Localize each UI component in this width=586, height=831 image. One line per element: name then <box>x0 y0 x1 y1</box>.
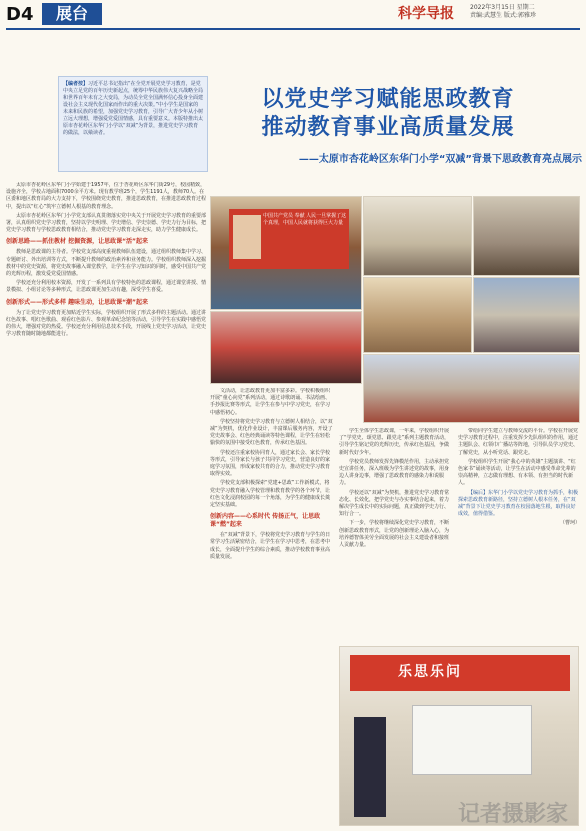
headline-line2: 推动教育事业高质量发展 <box>261 115 515 140</box>
paragraph: 学校还以“双减”为契机，推进党史学习教育常态化、长效化，把学党史与办实事结合起来，着力解决学生成长中的实际问题，真正做到学史力行、知行合一。 <box>339 489 450 518</box>
paragraph: 学校党员教师发挥先锋模范作用，主动承担党史宣讲任务，深入班级为学生讲述党的故事，用身边人讲身边事，增强了思政教育的感染力和说服力。 <box>339 458 450 487</box>
photo-stage-performance <box>210 311 362 384</box>
paragraph: 学校党支部积极探索“党建+思政”工作新模式，将党史学习教育融入学校管理和教育教学的各个环节，让红色文化浸润校园的每一个角落，为学生的健康成长奠定坚实基础。 <box>210 480 331 509</box>
editor-afterword: 【编后】东华门小学以党史学习教育为抓手，积极探索思政教育新路径，坚持立德树人根本任务，在“双减”背景下让党史学习教育在校园落地生根，取得良好成效，值得借鉴。 <box>458 489 579 518</box>
section-heading: 创新形式——形式多样 趣味生动，让思政课“潮”起来 <box>6 298 148 306</box>
paragraph: 太原市杏花岭区东华门小学始建于1957年，位于杏花岭区东华门街29号，校园精致，设施齐全，学校占地面积7000余平方米。现有教学班25个，学生1191人，教师70人。在区委和地区教育局的大力支持下，学校围绕党史教育，推进思政教育，在推进思政教育过程中，提出以“红心”筑牢立德树人根基的教育理念。 <box>6 182 206 210</box>
paragraph: 学生全体学生思政课，一年来，学校组织开展了“学党史、颂党恩、跟党走”系列主题教育活动，引导学生铭记党的光辉历史，传承红色基因，争做新时代好少年。 <box>339 428 450 456</box>
paragraph: 下一步，学校将继续深化党史学习教育，不断创新思政教育形式，让党的创新理论入脑入心，为培养德智体美劳全面发展的社会主义建设者和接班人贡献力量。 <box>339 520 450 549</box>
page-header <box>0 0 586 30</box>
editor-line: 责编:武慧生 版式:郭雅珍 <box>470 12 536 19</box>
photo-classroom-lesson <box>339 646 579 826</box>
paragraph: 太原市杏花岭区东华门小学党支部认真贯彻落实党中央关于开展党史学习教育的重要部署，认真组织党史学习教育，坚持以学史明理、学史增信、学史崇德、学史力行为目标，把党史学习教育与学校思政教育相结合，推动党史学习教育走深走实，助力学生健康成长。 <box>6 212 206 234</box>
photo-students-outdoor <box>473 277 580 353</box>
whiteboard <box>412 705 532 775</box>
section-tag: 展台 <box>42 3 102 25</box>
section-heading: 创新思路——抓住教材 挖掘资源，让思政课“活”起来 <box>6 238 148 246</box>
paragraph: 学校组织学生开展“我心中的英雄”主题演讲、“红色家书”诵读等活动，让学生在活动中感受革命先辈的崇高精神，立志做有理想、有本领、有担当的时代新人。 <box>458 458 576 487</box>
portrait-image <box>233 215 261 259</box>
section-heading: 创新内容——心系时代 传扬正气，让思政课“燃”起来 <box>210 513 321 529</box>
masthead: 科学导报 <box>398 6 454 22</box>
screen-text: 中国共产党员 奉献 人民一旦掌握了这个真理，中国人民就将获得巨大力量 <box>263 213 347 226</box>
byline: （曹珂） <box>559 520 580 527</box>
editor-note-lead: 【编者按】 <box>63 81 89 87</box>
paragraph: 文活动，让思政教育更加丰富多彩。学校积极组织开展“童心向党”系列活动，通过诗歌朗诵、书法绘画、手抄报比赛等形式，让学生在参与中学习党史，在学习中感悟初心。 <box>210 388 331 416</box>
headline-subtitle: ——太原市杏花岭区东华门小学“双减”背景下思政教育亮点展示 <box>298 154 582 165</box>
paragraph: 学校还充分利用校本资源，开发了一系列具有学校特色的思政课程，通过课堂讲授、情景模拟、小组讨论等多种形式，让思政课更加生动有趣，深受学生喜爱。 <box>6 280 206 294</box>
photo-students-reading <box>363 196 472 276</box>
article-column-1 <box>6 182 206 822</box>
editor-note-text: 习近平总书记指出“在全党开展党史学习教育，是党中央立足党的百年历史新起点，统筹中华民族伟大复兴战略全局和世界百年未有之大变局，为动员全党全国满怀信心投身全面建设社会主义现代化国家而作出的重大决策。”中小学生是国家的未来和民族的希望，加强党史学习教育，引导广大青少年从小树立远大理想，增强爱党爱国情感，具有重要意义。本版特推出太原市杏花岭区东华门小学以“双减”为背景，推进党史学习教育的做法，以飨读者。 <box>63 81 204 136</box>
paragraph: 在“双减”背景下，学校将党史学习教育与学生的日常学习生活紧密结合，让学生在学习中思考，在思考中成长，全面提升学生的综合素质，推动学校教育事业高质量发展。 <box>210 532 331 560</box>
photo-students-group <box>473 196 580 276</box>
teacher-figure <box>354 717 386 817</box>
paragraph: 学校还注重家校协同育人，通过家长会、家长学校等形式，引导家长与孩子共同学习党史，营造良好的家庭学习氛围，形成家校共育的合力，推动党史学习教育取得实效。 <box>210 449 331 478</box>
editor-note-box <box>58 76 208 172</box>
main-headline <box>196 86 580 142</box>
page-number: D4 <box>6 4 34 25</box>
date-line: 2022年3月15日 星期二 <box>470 4 535 11</box>
watermark: 记者摄影家 <box>458 801 569 826</box>
paragraph: 带给同学生建立与教师交流的平台。学校在开展党史学习教育过程中，注重发挥少先队组织的作用，通过主题队会、红领巾广播站等阵地，引导队员学习党史、了解党史，从小听党话、跟党走。 <box>458 428 579 456</box>
paragraph: 教师是思政课的主导者。学校党支部高度重视教师队伍建设，通过组织教师集中学习、专题研讨、外出培训等方式，不断提升教师的政治素养和业务能力。学校组织教师深入挖掘教材中的党史资源，将党史故事融入课堂教学，让学生在学习知识的同时，感受中国共产党的光辉历程，激发爱党爱国情感。 <box>6 249 206 278</box>
article-column-2 <box>210 388 334 822</box>
header-info <box>470 4 582 20</box>
article-column-4 <box>458 428 580 642</box>
header-rule <box>6 28 580 30</box>
photo-classroom-screen <box>210 196 362 310</box>
photo-students-activity <box>363 277 472 353</box>
article-column-3 <box>339 428 451 642</box>
banner-text: 乐思乐问 <box>398 664 462 680</box>
headline-line1: 以党史学习赋能思政教育 <box>261 87 515 112</box>
paragraph: 学校坚持将党史学习教育与立德树人相结合，以“双减”为契机，优化作业设计，丰富课后服务内容，开设了党史故事会、红色经典诵读等特色课程，让学生在轻松愉快的氛围中接受红色教育，传承红色基因。 <box>210 418 333 447</box>
paragraph: 为了让党史学习教育更加贴近学生实际，学校组织开展了形式多样的主题活动。通过讲红色故事、唱红色歌曲、观看红色影片、参观革命纪念馆等活动，引导学生在实践中感悟党的伟大，增强对党的热爱。学校还充分利用信息技术手段，开展线上党史学习活动，让党史学习教育随时随地都能进行。 <box>6 309 206 338</box>
photo-school-assembly <box>363 354 580 423</box>
